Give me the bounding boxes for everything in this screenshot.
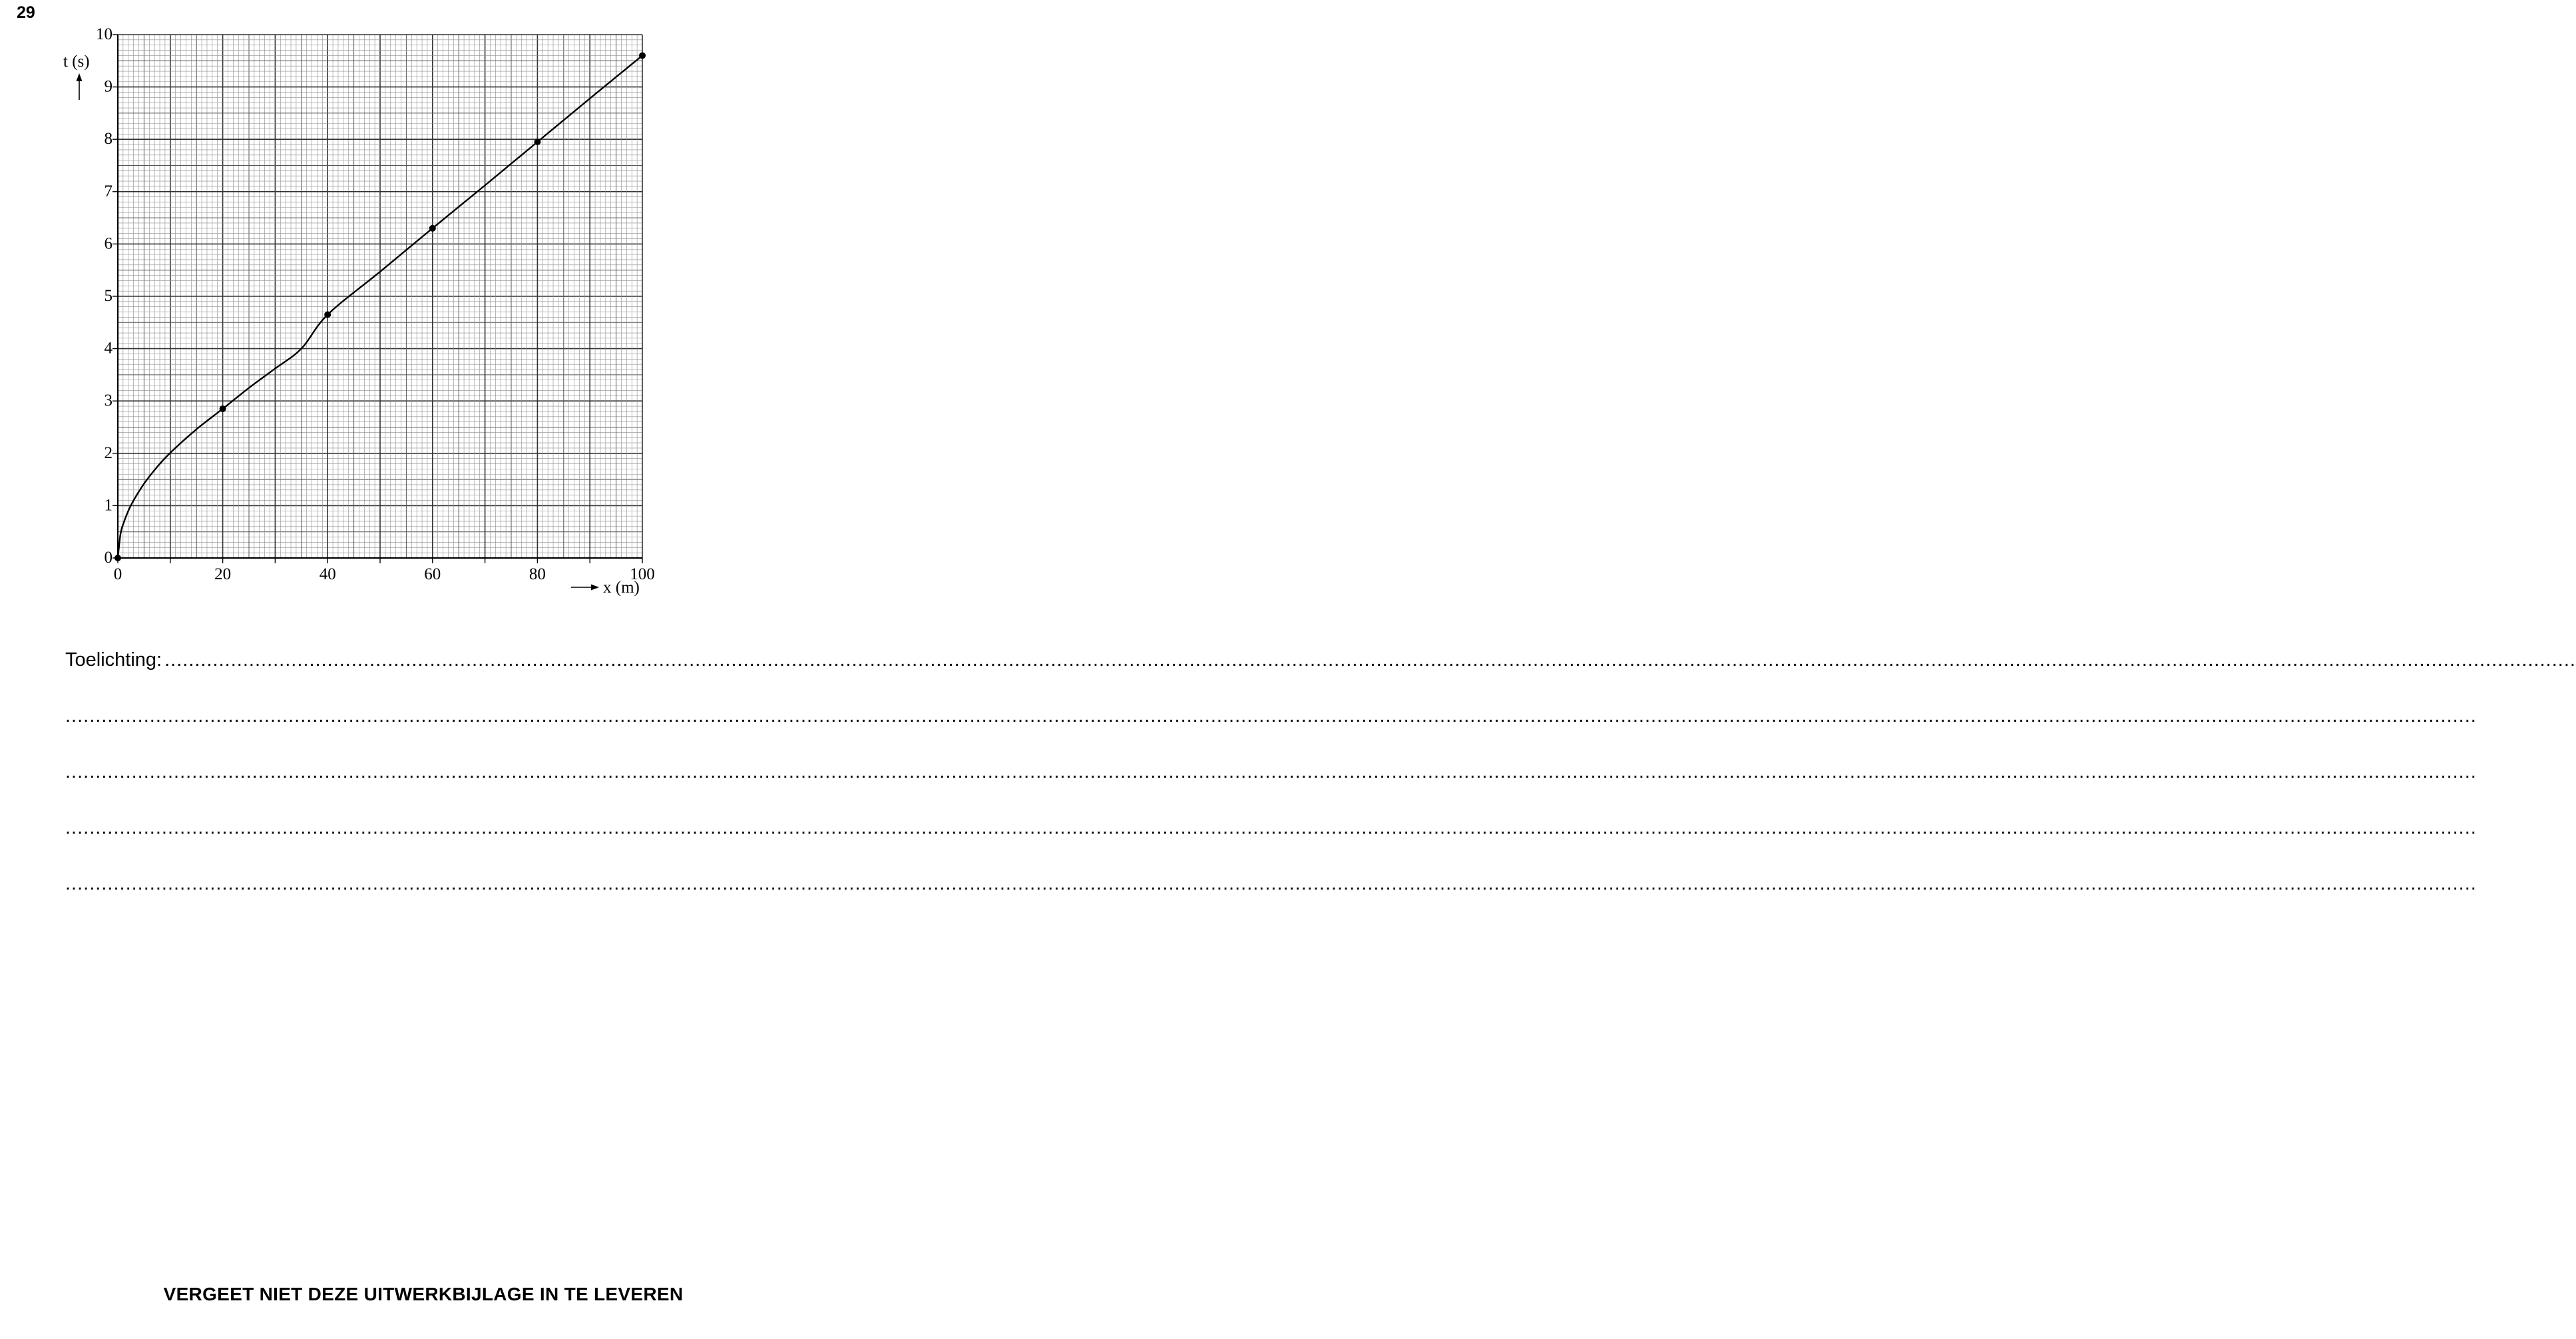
y-tick-label: 10 xyxy=(96,25,112,43)
y-tick-label: 4 xyxy=(104,339,112,358)
explanation-label: Toelichting: xyxy=(65,649,162,670)
t-versus-x-chart xyxy=(0,0,847,619)
data-point xyxy=(639,52,646,59)
data-point xyxy=(324,312,331,318)
y-tick-label: 2 xyxy=(104,443,112,462)
chart-tick-labels xyxy=(96,25,655,583)
answer-line[interactable] xyxy=(65,873,2477,929)
footer-reminder: VERGEET NIET DEZE UITWERKBIJLAGE IN TE LEVEREN xyxy=(163,1284,684,1304)
y-axis-label: t (s) xyxy=(63,53,90,71)
dotted-line: ................................................................................................................................................................................................................................................................................................................................................................................................................ xyxy=(65,761,2477,782)
data-point xyxy=(220,405,226,412)
data-point xyxy=(429,225,436,232)
y-axis-arrow-icon xyxy=(77,73,83,100)
answer-line[interactable] xyxy=(65,817,2477,873)
answer-line[interactable] xyxy=(65,761,2477,817)
y-tick-label: 7 xyxy=(104,182,112,200)
x-tick-label: 20 xyxy=(214,565,232,583)
dotted-line: ................................................................................................................................................................................................................................................................................................................................................................................................................ xyxy=(65,705,2477,726)
y-tick-label: 0 xyxy=(104,549,112,567)
data-point xyxy=(114,555,121,561)
x-tick-label: 80 xyxy=(529,565,546,583)
chart-grid xyxy=(118,35,642,558)
x-axis-arrow-icon xyxy=(571,585,599,591)
question-number: 29 xyxy=(17,3,35,22)
data-point xyxy=(534,138,540,145)
x-tick-label: 0 xyxy=(113,565,122,583)
y-tick-label: 9 xyxy=(104,77,112,96)
dotted-line: ................................................................................................................................................................................................................................................................................................................................................................................................................ xyxy=(65,873,2477,894)
chart-ticks xyxy=(112,35,642,563)
answer-line[interactable] xyxy=(65,705,2477,761)
y-tick-label: 3 xyxy=(104,392,112,410)
x-tick-label: 60 xyxy=(424,565,441,583)
y-tick-label: 8 xyxy=(104,130,112,148)
dotted-line: ................................................................................................................................................................................................................................................................................................................................................................................................................ xyxy=(164,649,2576,670)
y-tick-label: 6 xyxy=(104,234,112,253)
x-axis-label: x (m) xyxy=(603,579,640,597)
explanation-answer-lines xyxy=(65,649,2576,929)
x-tick-label: 100 xyxy=(630,565,655,583)
x-tick-label: 40 xyxy=(319,565,336,583)
y-tick-label: 1 xyxy=(104,496,112,515)
y-tick-label: 5 xyxy=(104,287,112,305)
dotted-line: ................................................................................................................................................................................................................................................................................................................................................................................................................ xyxy=(65,817,2477,838)
answer-line[interactable] xyxy=(65,649,2576,705)
